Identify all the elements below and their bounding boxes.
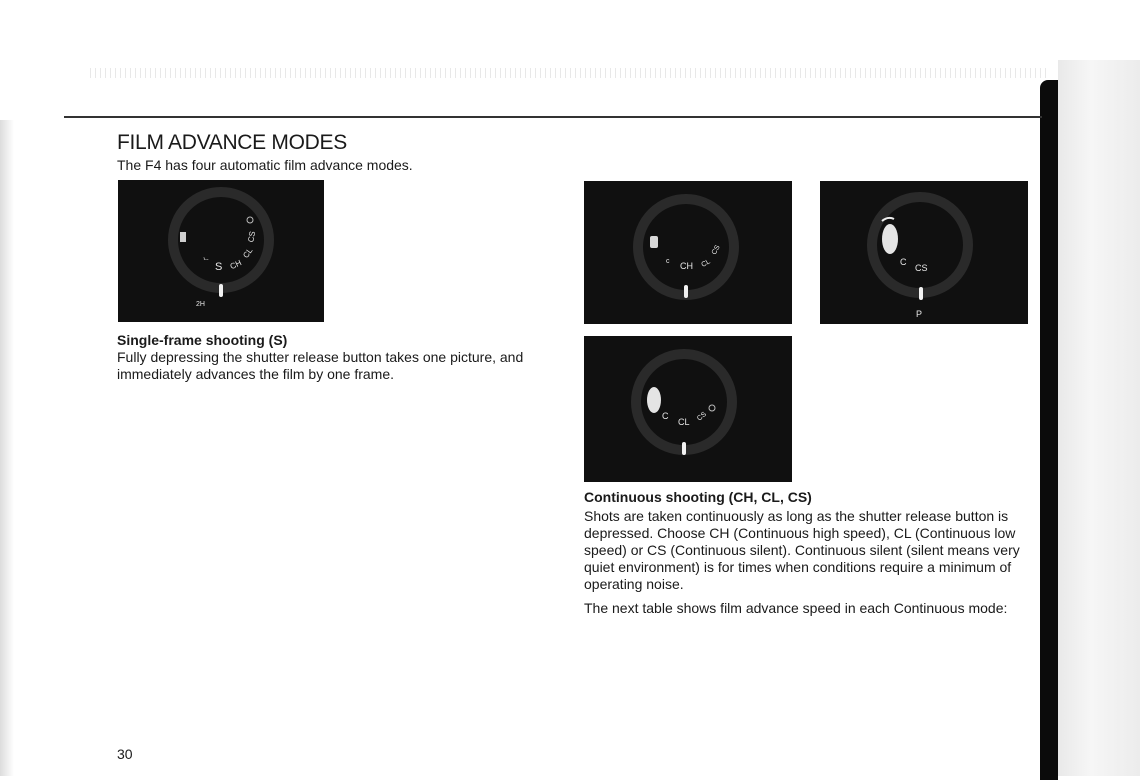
photo-cs-label-p: P <box>916 309 923 319</box>
photo-cl-label-cl: CL <box>678 417 690 427</box>
book-spine-shadow <box>1040 80 1058 780</box>
photo-continuous-high-dial <box>584 181 792 324</box>
photo-cl-label-c: C <box>662 411 669 421</box>
page-title: FILM ADVANCE MODES <box>117 131 347 154</box>
photo-continuous-silent-dial <box>820 181 1028 324</box>
page-number: 30 <box>117 746 133 762</box>
svg-text:c: c <box>666 258 670 265</box>
svg-text:2H: 2H <box>196 301 205 308</box>
dial-label-cl: CL <box>241 246 255 260</box>
dial-label-s: S <box>215 261 223 273</box>
photo-cl-label-cs: CS <box>696 410 709 423</box>
photo-ch-label-cl: CL <box>700 258 712 269</box>
continuous-body-2: The next table shows film advance speed in each Continuous mode: <box>584 600 1008 616</box>
photo-ch-label-cs: CS <box>710 244 722 257</box>
page-intro: The F4 has four automatic film advance modes. <box>117 157 413 173</box>
photo-single-frame-dial <box>118 180 324 322</box>
photo-continuous-low-dial <box>584 336 792 482</box>
photo-cs-label-cs: CS <box>915 263 928 273</box>
scan-speckle <box>90 68 1050 78</box>
svg-text:ᄂ: ᄂ <box>202 257 210 266</box>
scan-right-edge <box>1058 60 1140 776</box>
dial-label-cs: CS <box>246 230 258 243</box>
continuous-body-1: Shots are taken continuously as long as the shutter release button is depressed. Choose CH (Continuous high speed), CL (Continuous low speed) or CS (Continuous silent). Continuous silent (silent means very quiet environment) is for times when conditions require a minimum of operating noise. <box>584 508 1020 592</box>
scan-left-edge <box>0 120 14 776</box>
photo-cs-label-c: C <box>900 257 907 267</box>
single-frame-body: Fully depressing the shutter release button takes one picture, and immediately advances the film by one frame. <box>117 349 524 382</box>
continuous-heading: Continuous shooting (CH, CL, CS) <box>584 489 812 505</box>
single-frame-heading: Single-frame shooting (S) <box>117 332 288 348</box>
photo-ch-label-ch: CH <box>680 261 693 271</box>
dial-label-ch: CH <box>228 258 243 272</box>
header-rule <box>64 116 1042 118</box>
